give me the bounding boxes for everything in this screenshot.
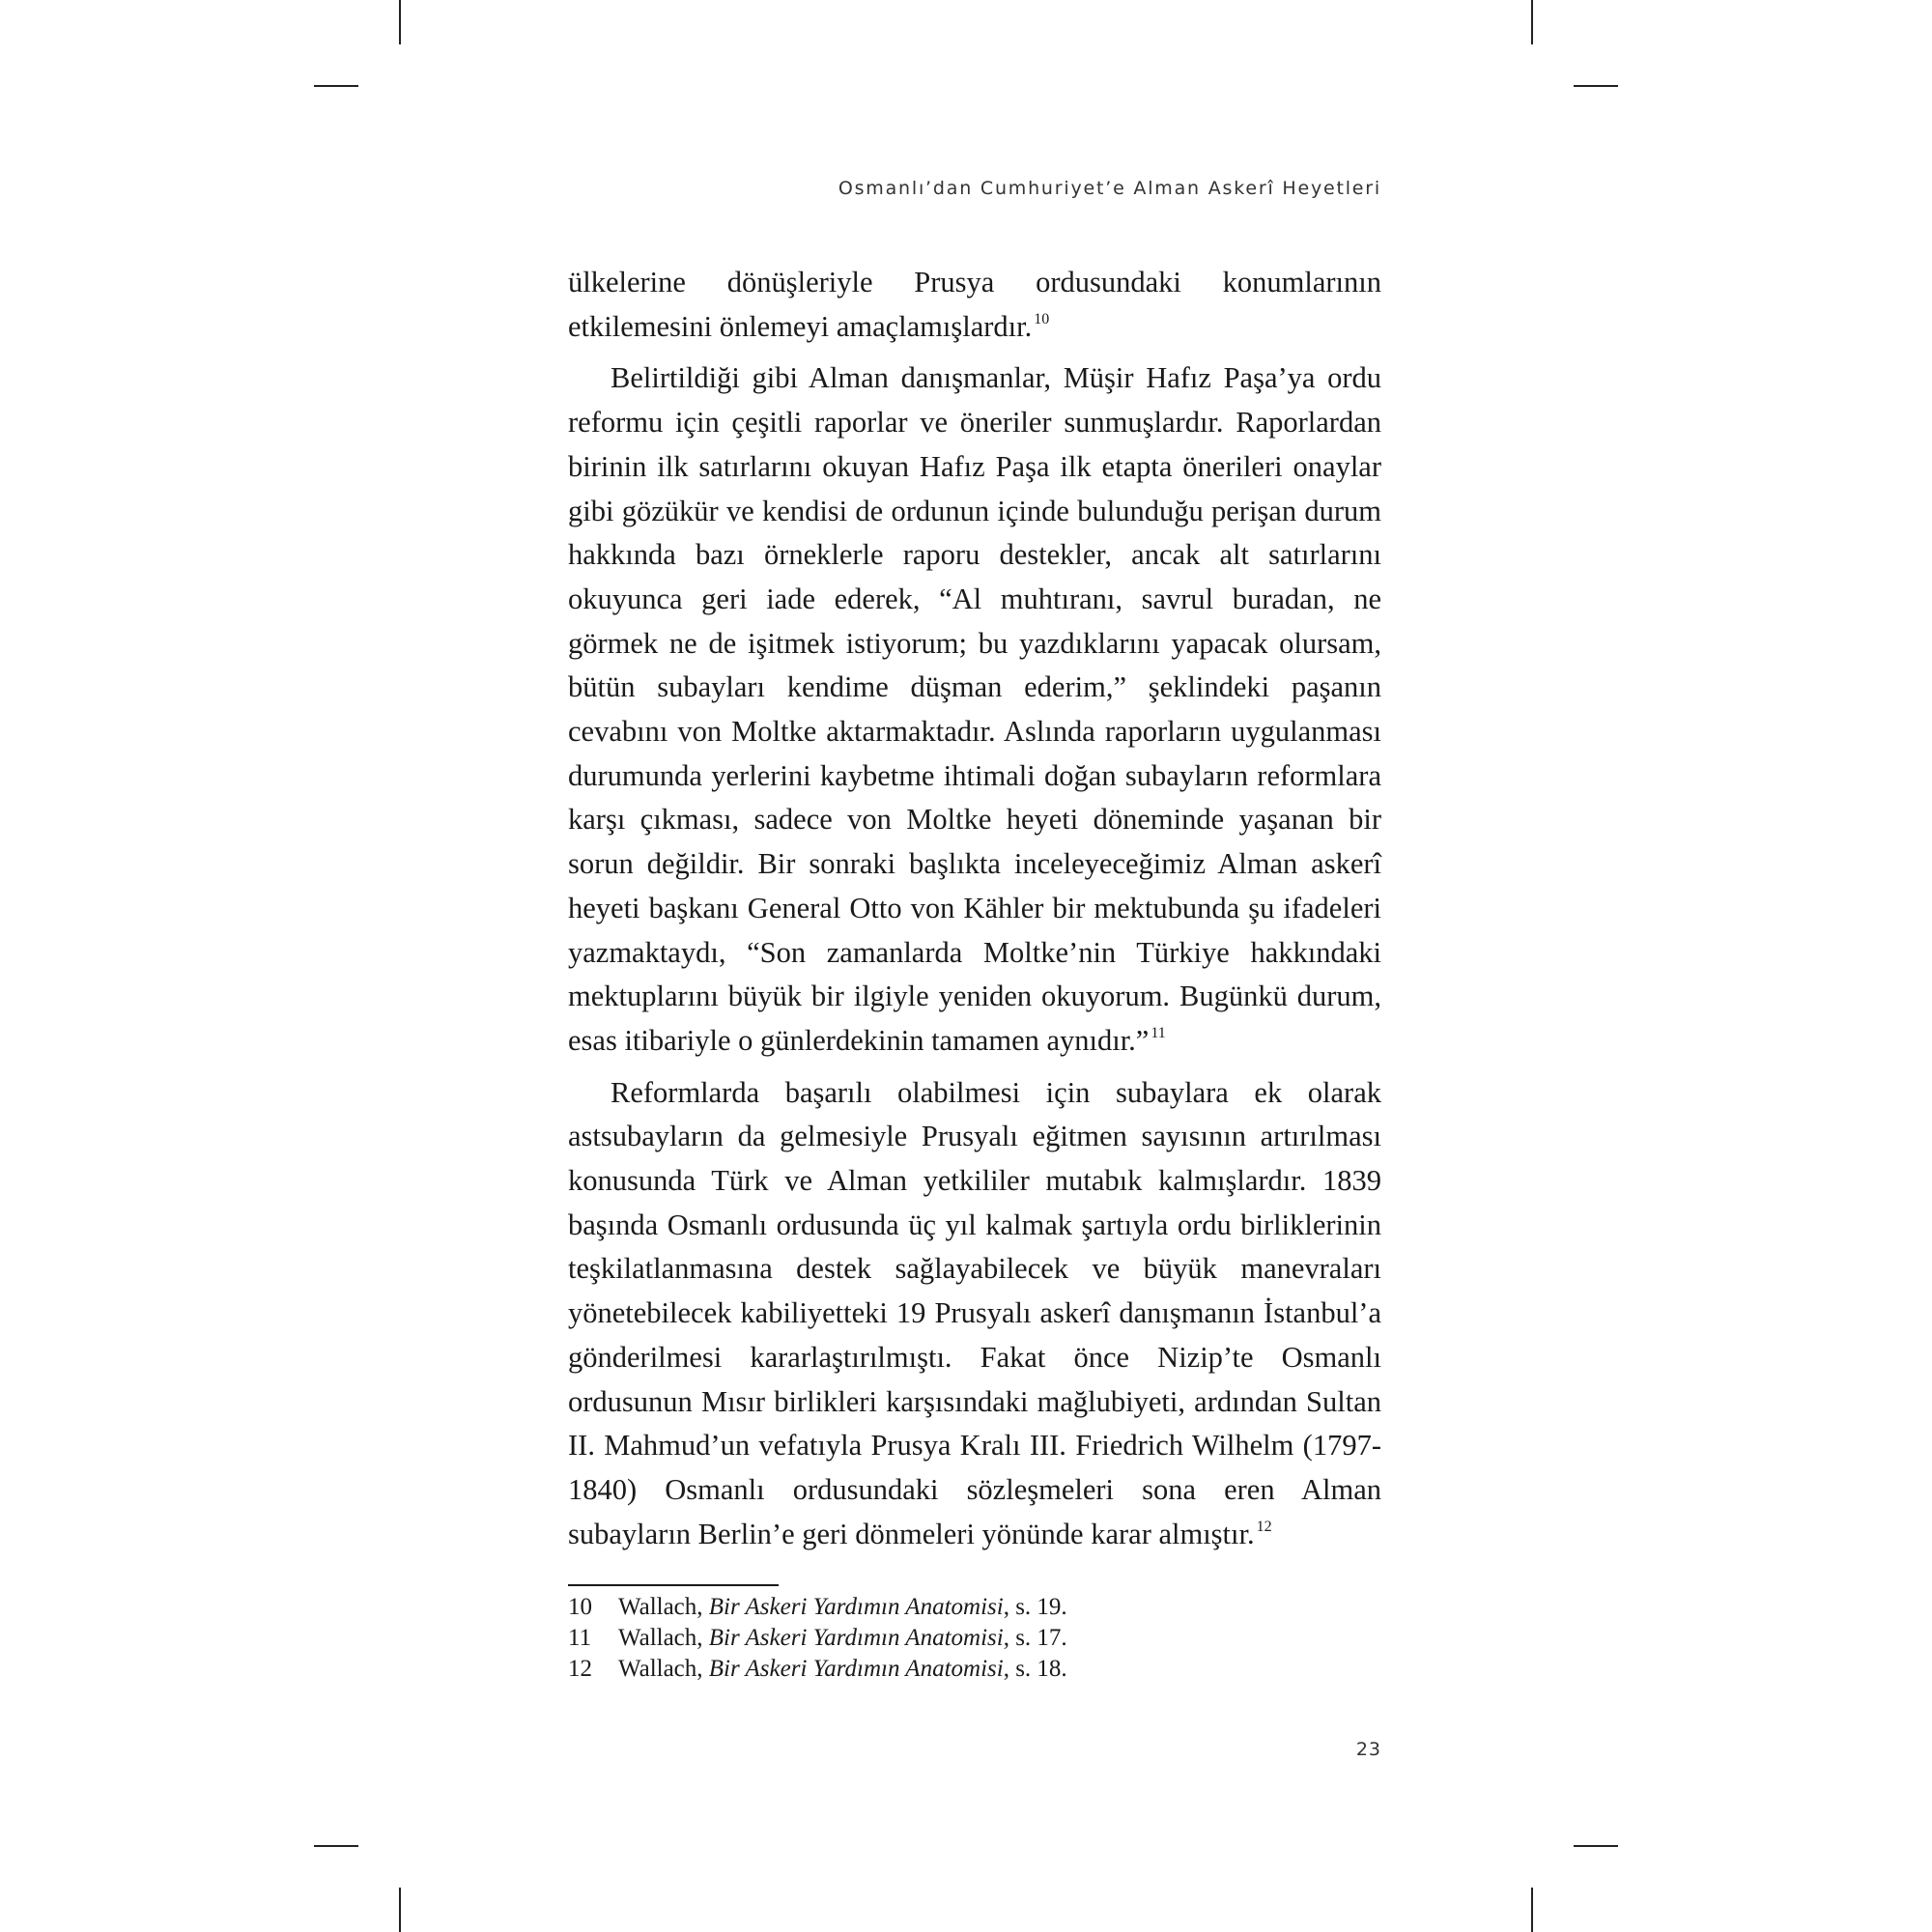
footnote-page: , s. 17. — [1003, 1625, 1067, 1651]
footnote-page: , s. 19. — [1003, 1594, 1067, 1620]
crop-mark-top-right-horizontal — [1574, 85, 1618, 87]
running-head: Osmanlı’dan Cumhuriyet’e Alman Askerî Heyetleri — [838, 178, 1381, 199]
footnote-number: 11 — [568, 1625, 592, 1651]
footnote — [568, 1654, 1381, 1685]
footnote-author: Wallach, — [618, 1625, 703, 1651]
footnote-page: , s. 18. — [1003, 1656, 1067, 1682]
footnote-title: Bir Askeri Yardımın Anatomisi — [708, 1594, 1004, 1620]
paragraph-text: ülkelerine dönüşleriyle Prusya ordusundaki konumlarının etkilemesini önlemeyi amaçlamışlardır. — [568, 266, 1381, 343]
footnote-ref[interactable]: 11 — [1151, 1024, 1166, 1041]
paragraph — [568, 1071, 1381, 1557]
crop-mark-bottom-right-vertical — [1531, 1888, 1533, 1932]
page-number: 23 — [1355, 1739, 1381, 1760]
footnote-number: 10 — [568, 1594, 592, 1620]
paragraph — [568, 356, 1381, 1063]
footnote-title: Bir Askeri Yardımın Anatomisi — [708, 1625, 1004, 1651]
footnote-ref[interactable]: 12 — [1256, 1518, 1272, 1535]
crop-mark-bottom-left-horizontal — [314, 1845, 358, 1847]
footnotes — [568, 1592, 1381, 1685]
crop-mark-top-left-horizontal — [314, 85, 358, 87]
paragraph-text: Reformlarda başarılı olabilmesi için subaylara ek olarak astsubayların da gelmesiyle Prusyalı eğitmen sayısının artırılması konusunda Türk ve Alman yetkililer mutabık kalmışlardır. 1839 başında Osmanlı ordusunda üç yıl kalmak şartıyla ordu birliklerinin teşkilatlanmasına destek sağlayabilecek ve büyük manevraları yönetebilecek kabiliyetteki 19 Prusyalı askerî danışmanın İstanbul’a gönderilmesi kararlaştırılmıştı. Fakat önce Nizip’te Osmanlı ordusunun Mısır birlikleri karşısındaki mağlubiyeti, ardından Sultan II. Mahmud’un vefatıyla Prusya Kralı III. Friedrich Wilhelm (1797-1840) Osmanlı ordusundaki sözleşmeleri sona eren Alman subayların Berlin’e geri dönmeleri yönünde karar almıştır. — [568, 1075, 1381, 1550]
footnote-ref[interactable]: 10 — [1034, 310, 1050, 327]
footnote-author: Wallach, — [618, 1656, 703, 1682]
footnote-title: Bir Askeri Yardımın Anatomisi — [708, 1656, 1004, 1682]
footnote — [568, 1592, 1381, 1623]
body-text — [568, 261, 1381, 1564]
footnote — [568, 1623, 1381, 1654]
paragraph-text: Belirtildiği gibi Alman danışmanlar, Müşir Hafız Paşa’ya ordu reformu için çeşitli raporlar ve öneriler sunmuşlardır. Raporlardan birinin ilk satırlarını okuyan Hafız Paşa ilk etapta önerileri onaylar gibi gözükür ve kendisi de ordunun içinde bulunduğu perişan durum hakkında bazı örneklerle raporu destekler, ancak alt satırlarını okuyunca geri iade ederek, “Al muhtıranı, savrul buradan, ne görmek ne de işitmek istiyorum; bu yazdıklarını yapacak olursam, bütün subayları kendime düşman ederim,” şeklindeki paşanın cevabını von Moltke aktarmaktadır. Aslında raporların uygulanması durumunda yerlerini kaybetme ihtimali doğan subayların reformlara karşı çıkması, sadece von Moltke heyeti döneminde yaşanan bir sorun değildir. Bir sonraki başlıkta inceleyeceğimiz Alman askerî heyeti başkanı General Otto von Kähler bir mektubunda şu ifadeleri yazmaktaydı, “Son zamanlarda Moltke’nin Türkiye hakkındaki mektuplarını büyük bir ilgiyle yeniden okuyorum. Bugünkü durum, esas itibariyle o günlerdekinin tamamen aynıdır.” — [568, 361, 1381, 1057]
crop-mark-top-right-vertical — [1531, 0, 1533, 44]
footnote-number: 12 — [568, 1656, 592, 1682]
crop-mark-bottom-left-vertical — [399, 1888, 401, 1932]
footnote-divider — [568, 1584, 779, 1586]
footnote-author: Wallach, — [618, 1594, 703, 1620]
crop-mark-bottom-right-horizontal — [1574, 1845, 1618, 1847]
paragraph — [568, 261, 1381, 349]
crop-mark-top-left-vertical — [399, 0, 401, 44]
